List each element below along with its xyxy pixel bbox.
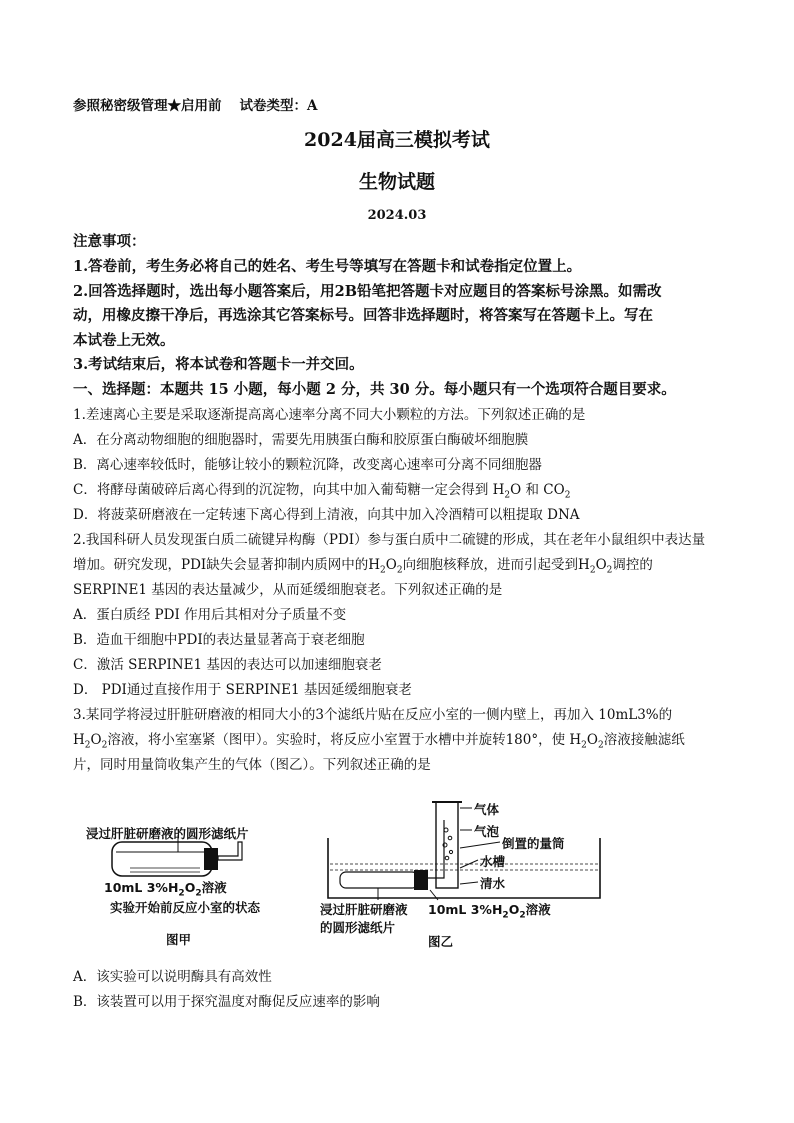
experiment-figure	[60, 790, 720, 960]
q1-stem: 1.差速离心主要是采取逐渐提高离心速率分离不同大小颗粒的方法。下列叙述正确的是	[73, 407, 586, 423]
yi-filter-paper-label-1: 浸过肝脏研磨液	[320, 902, 408, 917]
yi-tank-label: 水槽	[480, 854, 506, 869]
yi-caption: 图乙	[428, 934, 454, 949]
exam-date: 2024.03	[367, 208, 427, 223]
exam-title: 2024届高三模拟考试	[304, 129, 490, 151]
q2-option-a: A．蛋白质经 PDI 作用后其相对分子质量不变	[73, 607, 347, 623]
yi-gas-label: 气体	[474, 802, 500, 817]
yi-solution-label: 10mL $3\%H_2O_2$溶液	[428, 902, 551, 921]
q2-stem-line-1: 2.我国科研人员发现蛋白质二硫键异构酶（PDI）参与蛋白质中二硫键的形成，其在老年小鼠组织中表达量	[73, 532, 706, 548]
q2-option-b: B．造血干细胞中PDI的表达量显著高于衰老细胞	[73, 632, 365, 648]
notice-item-2-line-3: 本试卷上无效。	[73, 332, 175, 349]
notice-item-2-line-2: 动，用橡皮擦干净后，再选涂其它答案标号。回答非选择题时，将答案写在答题卡上。写在	[73, 307, 653, 324]
yi-bubble-label: 气泡	[474, 824, 500, 839]
q3-option-b: B．该装置可以用于探究温度对酶促反应速率的影响	[73, 994, 380, 1010]
q3-stem-line-3: 片，同时用量筒收集产生的气体（图乙）。下列叙述正确的是	[73, 757, 431, 773]
yi-cylinder-label: 倒置的量筒	[502, 836, 565, 851]
notice-item-3: 3.考试结束后，将本试卷和答题卡一并交回。	[73, 356, 364, 373]
paper-type-label: 试卷类型：A	[239, 98, 318, 114]
q2-stem-line-2: 增加。研究发现，PDI缺失会显著抑制内质网中的$H_2O_2$向细胞核释放，进而引起受到$H_2O_2$调控的	[73, 557, 653, 576]
yi-water-label: 清水	[480, 876, 506, 891]
notice-heading: 注意事项：	[73, 233, 146, 250]
q3-stem-line-1: 3.某同学将浸过肝脏研磨液的相同大小的3个滤纸片贴在反应小室的一侧内壁上，再加入 10mL3%的	[73, 707, 673, 723]
q3-option-a: A．该实验可以说明酶具有高效性	[73, 969, 272, 985]
q2-option-d: D． PDI通过直接作用于 SERPINE1 基因延缓细胞衰老	[73, 682, 412, 698]
q2-stem-line-3: SERPINE1 基因的表达量减少，从而延缓细胞衰老。下列叙述正确的是	[73, 582, 503, 598]
yi-filter-paper-label-2: 的圆形滤纸片	[320, 920, 396, 935]
secrecy-label: 参照秘密级管理★启用前	[73, 98, 222, 114]
subject-title: 生物试题	[358, 171, 435, 193]
q1-option-c: C．将酵母菌破碎后离心得到的沉淀物，向其中加入葡萄糖一定会得到 $H_2O$ 和 $CO_2$	[73, 482, 571, 501]
section-1-heading: 一、选择题：本题共 15 小题，每小题 2 分，共 30 分。每小题只有一个选项符合题目要求。	[73, 381, 676, 398]
jia-filter-paper-label: 浸过肝脏研磨液的圆形滤纸片	[86, 826, 249, 841]
q1-option-d: D．将菠菜研磨液在一定转速下离心得到上清液，向其中加入冷酒精可以粗提取 DNA	[73, 507, 580, 523]
q3-stem-line-2: $H_2O_2$溶液，将小室塞紧（图甲）。实验时，将反应小室置于水槽中并旋转180°，使 $H_2O_2$溶液接触滤纸	[73, 732, 685, 751]
jia-state-label: 实验开始前反应小室的状态	[110, 900, 261, 915]
q1-option-b: B．离心速率较低时，能够让较小的颗粒沉降，改变离心速率可分离不同细胞器	[73, 457, 542, 473]
q2-option-c: C．激活 SERPINE1 基因的表达可以加速细胞衰老	[73, 657, 382, 673]
jia-caption: 图甲	[166, 932, 192, 947]
header-line	[73, 96, 317, 116]
notice-item-1: 1.答卷前，考生务必将自己的姓名、考生号等填写在答题卡和试卷指定位置上。	[73, 258, 582, 275]
notice-item-2-line-1: 2.回答选择题时，选出每小题答案后，用2B铅笔把答题卡对应题目的答案标号涂黑。如需改	[73, 283, 662, 300]
q1-option-a: A．在分离动物细胞的细胞器时，需要先用胰蛋白酶和胶原蛋白酶破坏细胞膜	[73, 432, 529, 448]
jia-solution-label: 10mL $3\%H_2O_2$溶液	[104, 880, 227, 899]
